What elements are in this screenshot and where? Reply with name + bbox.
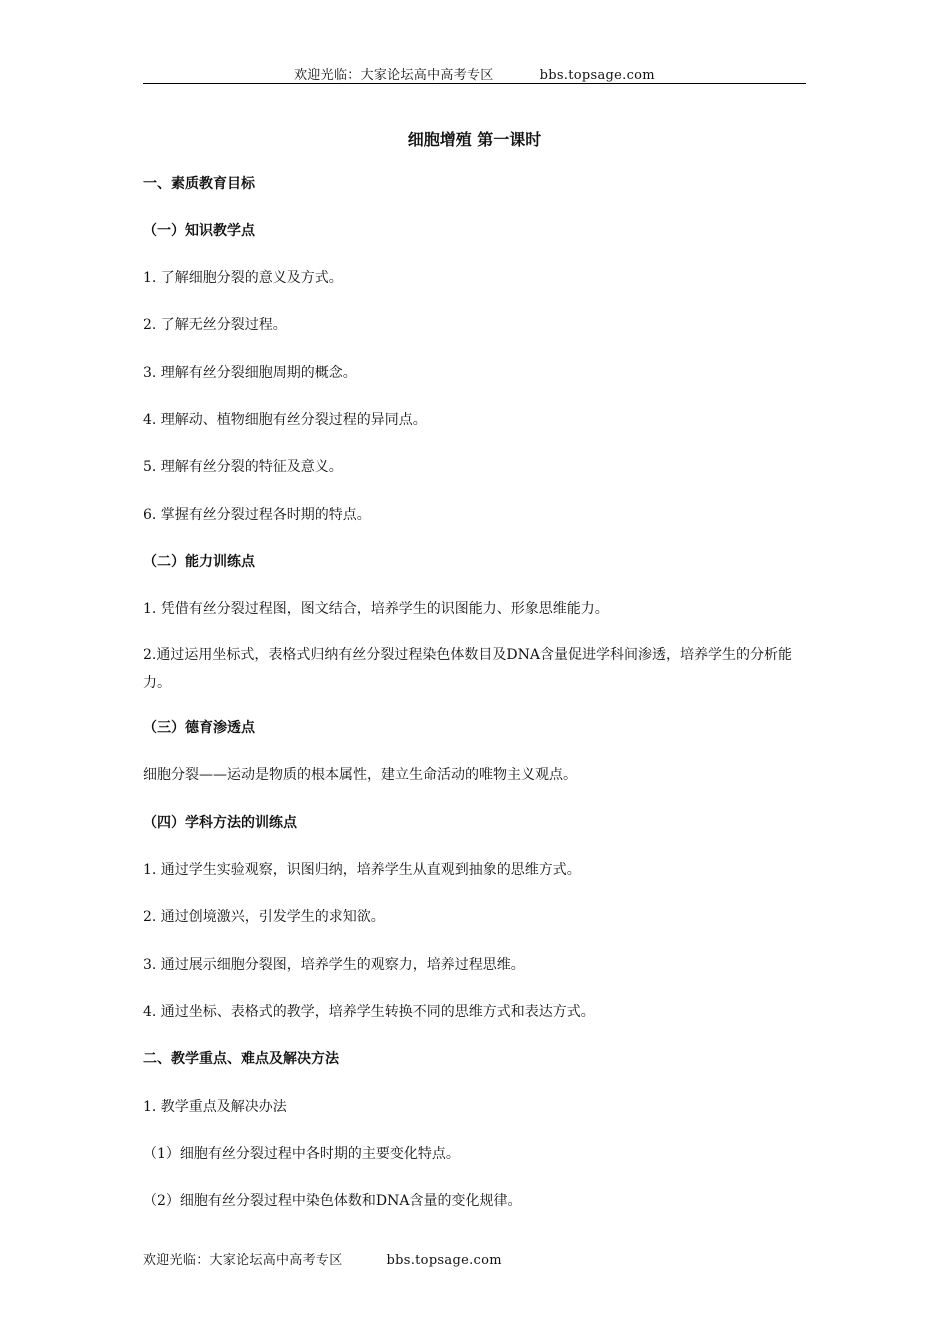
subheading-knowledge: （一）知识教学点	[143, 223, 255, 239]
paragraph: 细胞分裂——运动是物质的根本属性，建立生命活动的唯物主义观点。	[143, 767, 577, 783]
list-item: 1. 教学重点及解决办法	[143, 1099, 287, 1115]
list-item: 5. 理解有丝分裂的特征及意义。	[143, 459, 343, 475]
list-item: 4. 通过坐标、表格式的教学，培养学生转换不同的思维方式和表达方式。	[143, 1004, 595, 1020]
list-item: 3. 理解有丝分裂细胞周期的概念。	[143, 365, 357, 381]
list-item: 1. 凭借有丝分裂过程图，图文结合，培养学生的识图能力、形象思维能力。	[143, 601, 609, 617]
list-item: （1）细胞有丝分裂过程中各时期的主要变化特点。	[143, 1146, 460, 1162]
footer-url[interactable]: bbs.topsage.com	[386, 1253, 502, 1268]
list-item: 1. 通过学生实验观察，识图归纳，培养学生从直观到抽象的思维方式。	[143, 862, 581, 878]
footer-site-name: 欢迎光临：大家论坛高中高考专区	[143, 1253, 343, 1268]
list-item: 4. 理解动、植物细胞有丝分裂过程的异同点。	[143, 412, 427, 428]
list-item: 2. 了解无丝分裂过程。	[143, 317, 287, 333]
heading-section-2: 二、教学重点、难点及解决方法	[143, 1051, 339, 1067]
page-header	[143, 64, 806, 83]
subheading-method: （四）学科方法的训练点	[143, 815, 297, 831]
header-site-name: 欢迎光临：大家论坛高中高考专区	[294, 68, 494, 83]
list-item: 2.通过运用坐标式，表格式归纳有丝分裂过程染色体数目及DNA含量促进学科间渗透，培养学生的分析能力。	[143, 647, 792, 691]
subheading-ability: （二）能力训练点	[143, 554, 255, 570]
document-title: 细胞增殖 第一课时	[407, 130, 542, 149]
list-item: 3. 通过展示细胞分裂图，培养学生的观察力，培养过程思维。	[143, 957, 525, 973]
list-item: 2. 通过创境激兴，引发学生的求知欲。	[143, 909, 385, 925]
list-item: （2）细胞有丝分裂过程中染色体数和DNA含量的变化规律。	[143, 1193, 522, 1209]
header-url[interactable]: bbs.topsage.com	[539, 68, 655, 83]
list-item: 1. 了解细胞分裂的意义及方式。	[143, 270, 343, 286]
subheading-moral: （三）德育渗透点	[143, 720, 255, 736]
page-footer	[143, 1249, 502, 1268]
list-item: 6. 掌握有丝分裂过程各时期的特点。	[143, 507, 371, 523]
header-rule	[143, 83, 806, 84]
heading-section-1: 一、素质教育目标	[143, 176, 255, 192]
